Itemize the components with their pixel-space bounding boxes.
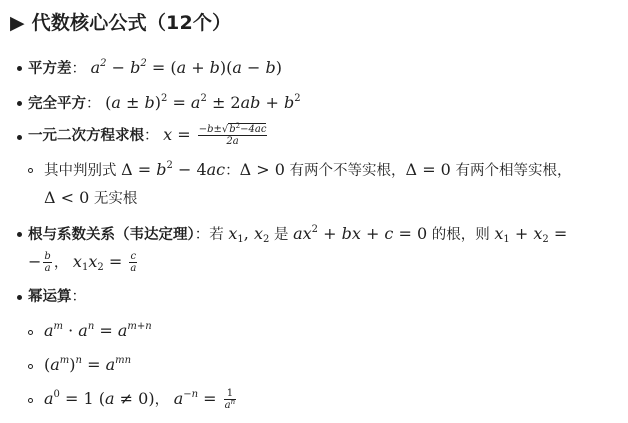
list-item-zero-negative-power: $a^0 = 1$ (a ≠ 0)， $a^{-n}$ = $\frac{1}{a^n}$	[44, 388, 236, 411]
list-item-difference-of-squares: 平方差： $a^2 - b^2 = (a + b)(a - b)$	[28, 58, 283, 77]
item-label: 平方差	[28, 61, 72, 77]
bullet	[17, 135, 22, 140]
sub-bullet	[28, 168, 33, 173]
item-label: 一元二次方程求根	[28, 128, 144, 144]
list-item-power-of-power: $(a^m)^n = a^{mn}$	[44, 355, 132, 374]
list-item-vieta: 根与系数关系（韦达定理）：若 $x_1$, $x_2$ 是 $ax^2$ + bx + c = 0 的根，则 $x_1 + x_2$ =	[28, 224, 568, 245]
formula-discriminant: $\Delta = b^2 - 4ac$	[121, 160, 226, 179]
sub-bullet	[28, 330, 33, 335]
list-item-quadratic-formula: 一元二次方程求根： x = $\frac{-b\pm√b^2-4ac}{2a}$	[28, 123, 269, 148]
formula-quadratic: x = $\frac{-b\pm√b^2-4ac}{2a}$	[163, 122, 267, 147]
list-item-vieta-cont: − $\frac{b}{a}$ ， $x_1x_2$ = $\frac{c}{a}$	[28, 251, 137, 274]
item-label: 根与系数关系（韦达定理）	[28, 227, 195, 243]
page-title: ▶ 代数核心公式（12个）	[10, 12, 232, 34]
bullet	[17, 232, 22, 237]
list-item-powers: 幂运算：	[28, 289, 86, 305]
item-label: 完全平方	[28, 96, 86, 112]
list-item-discriminant-cont: Δ < 0 无实根	[44, 188, 138, 207]
list-item-perfect-square: 完全平方： $(a \pm b)^2 = a^2 \pm 2ab + b^2$	[28, 93, 301, 112]
item-label: 幂运算	[28, 289, 72, 305]
sub-bullet	[28, 364, 33, 369]
list-item-power-product: $a^m \cdot a^n = a^{m+n}$	[44, 321, 152, 340]
formula-difference-of-squares: $a^2 - b^2 = (a + b)(a - b)$	[90, 58, 283, 77]
bullet	[17, 66, 22, 71]
bullet	[17, 101, 22, 106]
bullet	[17, 295, 22, 300]
formula-perfect-square: $(a \pm b)^2 = a^2 \pm 2ab + b^2$	[105, 93, 301, 112]
list-item-discriminant: 其中判别式 $\Delta = b^2 - 4ac$：Δ > 0 有两个不等实根，Δ = 0 有两个相等实根，	[44, 160, 572, 179]
sub-bullet	[28, 398, 33, 403]
